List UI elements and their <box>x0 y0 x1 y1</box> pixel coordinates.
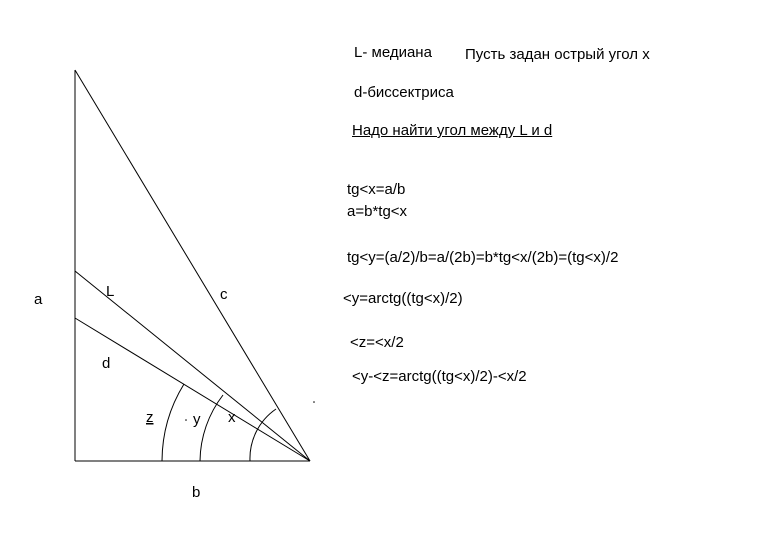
arc-z <box>162 384 184 461</box>
label-c: c <box>220 286 228 303</box>
label-L: L <box>106 283 115 300</box>
label-y: y <box>193 411 201 428</box>
formula-line-2: a=b*tg<x <box>347 203 408 220</box>
label-b: b <box>192 484 201 501</box>
dot-mark <box>185 419 187 421</box>
formula-line-3: tg<y=(a/2)/b=a/(2b)=b*tg<x/(2b)=(tg<x)/2 <box>347 249 619 266</box>
given-statement: Пусть задан острый угол x <box>465 46 650 63</box>
arc-y <box>200 395 223 461</box>
formula-line-5: <z=<x/2 <box>350 334 404 351</box>
median-definition: L- медиана <box>354 44 432 61</box>
bisector-d <box>75 318 310 461</box>
hypotenuse-c <box>75 70 310 461</box>
dot-mark <box>313 401 315 403</box>
formula-line-6: <y-<z=arctg((tg<x)/2)-<x/2 <box>352 368 527 385</box>
formula-line-1: tg<x=a/b <box>347 181 406 198</box>
label-a: a <box>34 291 43 308</box>
bisector-definition: d-биссектриса <box>354 84 454 101</box>
formula-line-4: <y=arctg((tg<x)/2) <box>343 290 463 307</box>
label-x: x <box>228 409 236 426</box>
task-statement: Надо найти угол между L и d <box>352 122 553 139</box>
arc-x <box>250 409 276 461</box>
label-d: d <box>102 355 111 372</box>
label-z: z <box>146 409 154 426</box>
